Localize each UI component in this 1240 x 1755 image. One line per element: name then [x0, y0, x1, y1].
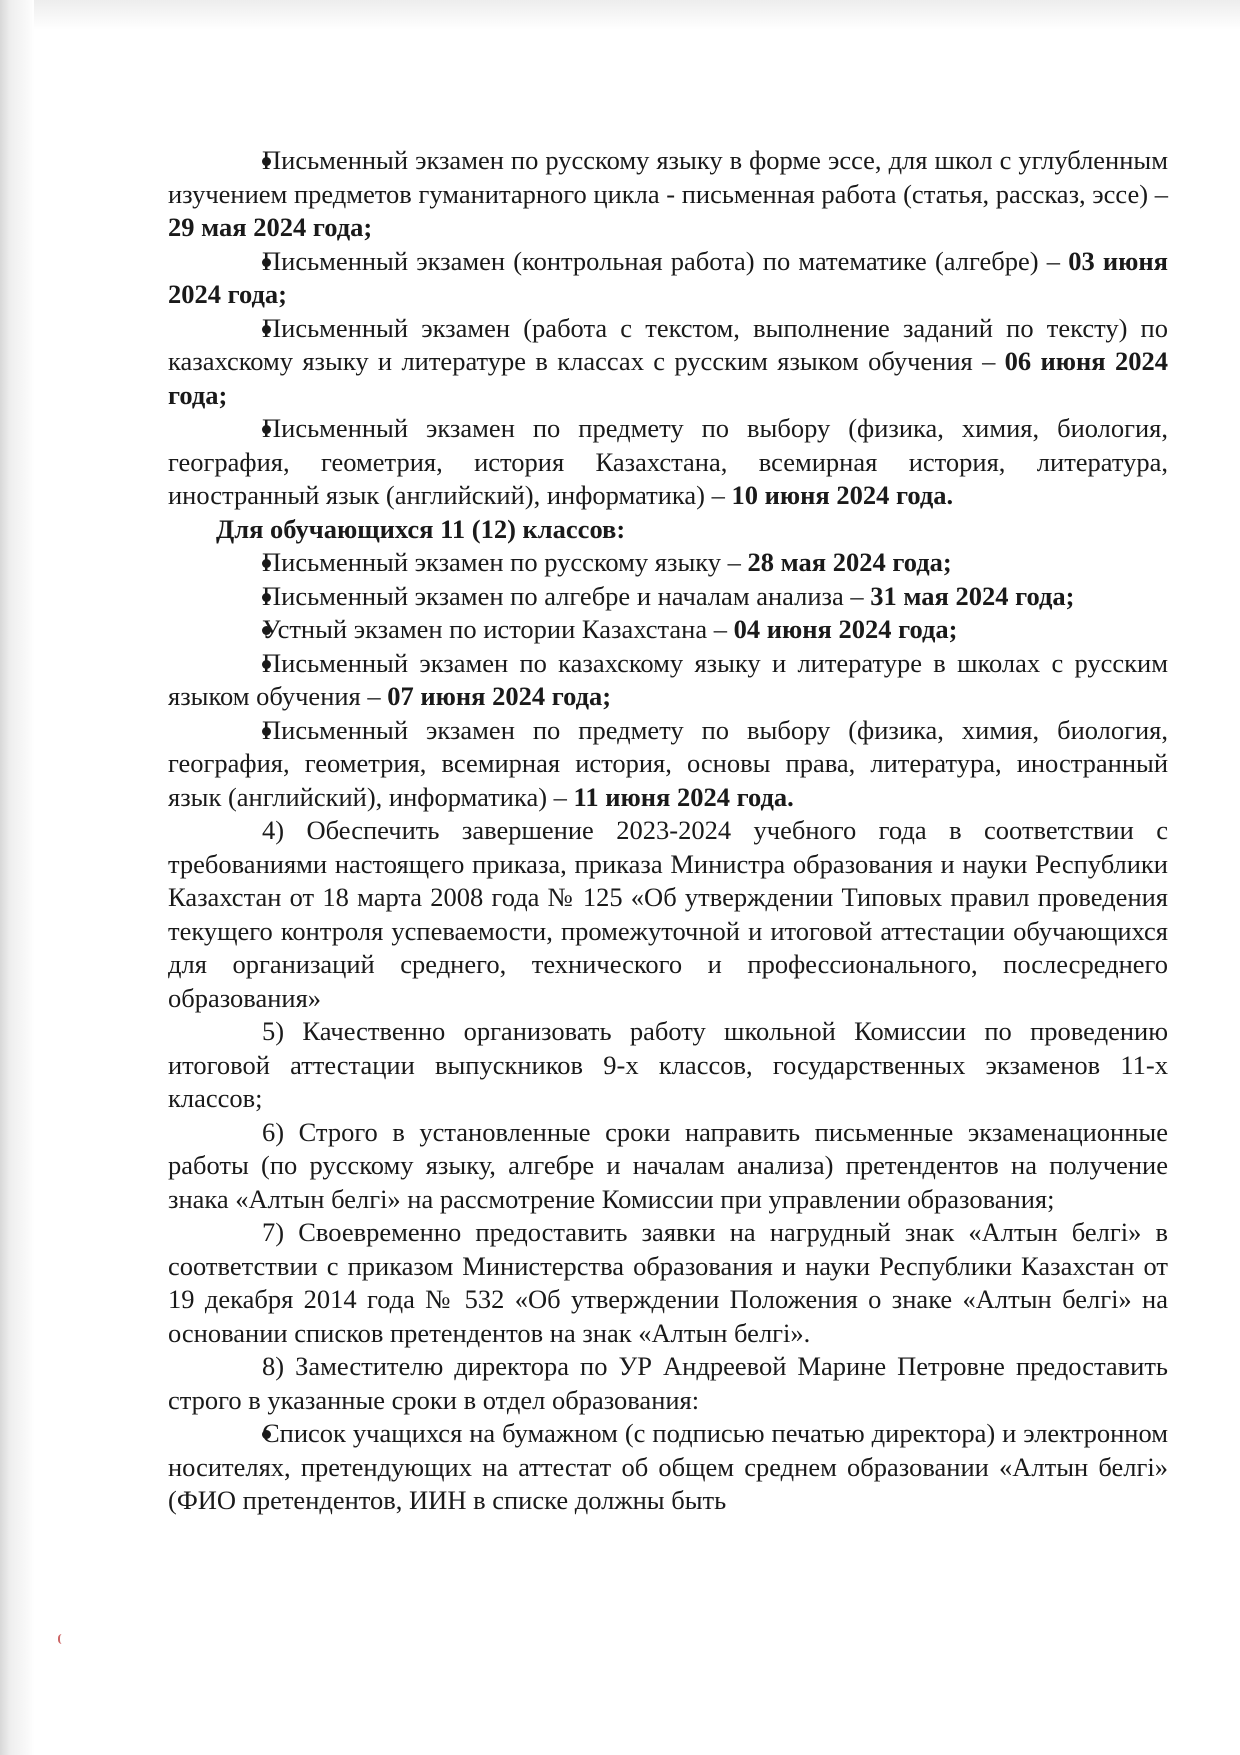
final-bullet: Список учащихся на бумажном (с подписью печатью директора) и электронном носителях, претендующих на аттестат об общем среднем образовании «Алтын белгі» (ФИО претендентов, ИИН в списке должны быть [168, 1418, 1168, 1515]
grade11-bullet-4: Письменный экзамен по казахскому языку и литературе в школах с русским языком обучения – 07 июня 2024 года; [168, 647, 1168, 711]
scan-left-edge [0, 0, 34, 1755]
scan-artifact-mark [58, 1634, 66, 1644]
scan-top-shadow [0, 0, 1240, 30]
grade9-bullet-4: Письменный экзамен по предмету по выбору (физика, химия, биология, география, геометрия, история Казахстана, всемирная история, литература, иностранный язык (английский), информатика) – 10 июня 2024 года. [168, 413, 1168, 510]
item-8-paragraph: 8) Заместителю директора по УР Андреевой Марине Петровне предоставить строго в указанные сроки в отдел образования: [168, 1351, 1168, 1415]
grade11-bullet-5: Письменный экзамен по предмету по выбору (физика, химия, биология, география, геометрия, всемирная история, основы права, литература, иностранный язык (английский), информатика) – 11 июня 2024 года. [168, 714, 1168, 812]
grade11-heading: Для обучающихся 11 (12) классов: [216, 513, 626, 544]
item-4-paragraph: 4) Обеспечить завершение 2023-2024 учебного года в соответствии с требованиями настоящего приказа, приказа Министра образования и науки Республики Казахстан от 18 марта 2008 года № 125 «Об утверждении Типовых правил проведения текущего контроля успеваемости, промежуточной и итоговой аттестации обучающихся для организаций среднего, технического и профессионального, послесреднего образования» [168, 815, 1168, 1013]
grade11-bullet-1: Письменный экзамен по русскому языку – 28 мая 2024 года; [262, 547, 952, 577]
item-5-paragraph: 5) Качественно организовать работу школьной Комиссии по проведению итоговой аттестации выпускников 9-х классов, государственных экзаменов 11-х классов; [168, 1016, 1168, 1113]
item-7-paragraph: 7) Своевременно предоставить заявки на нагрудный знак «Алтын белгі» в соответствии с приказом Министерства образования и науки Республики Казахстан от 19 декабря 2014 года № 532 «Об утверждении Положения о знаке «Алтын белгі» на основании списков претендентов на знак «Алтын белгі». [168, 1217, 1168, 1348]
grade9-bullet-2: Письменный экзамен (контрольная работа) по математике (алгебре) – 03 июня 2024 года; [168, 245, 1169, 309]
grade11-bullet-2: Письменный экзамен по алгебре и началам анализа – 31 мая 2024 года; [262, 580, 1075, 611]
grade9-bullet-1: Письменный экзамен по русскому языку в форме эссе, для школ с углубленным изучением предметов гуманитарного цикла - письменная работа (статья, рассказ, эссе) – 29 мая 2024 года; [168, 145, 1168, 242]
grade11-bullet-3: Устный экзамен по истории Казахстана – 04 июня 2024 года; [262, 614, 958, 644]
item-6-paragraph: 6) Строго в установленные сроки направить письменные экзаменационные работы (по русскому языку, алгебре и началам анализа) претендентов на получение знака «Алтын белгі» на рассмотрение Комиссии при управлении образования; [168, 1116, 1168, 1214]
grade9-bullet-3: Письменный экзамен (работа с текстом, выполнение заданий по тексту) по казахскому языку и литературе в классах с русским языком обучения – 06 июня 2024 года; [168, 312, 1168, 410]
document-body [168, 144, 1168, 1518]
